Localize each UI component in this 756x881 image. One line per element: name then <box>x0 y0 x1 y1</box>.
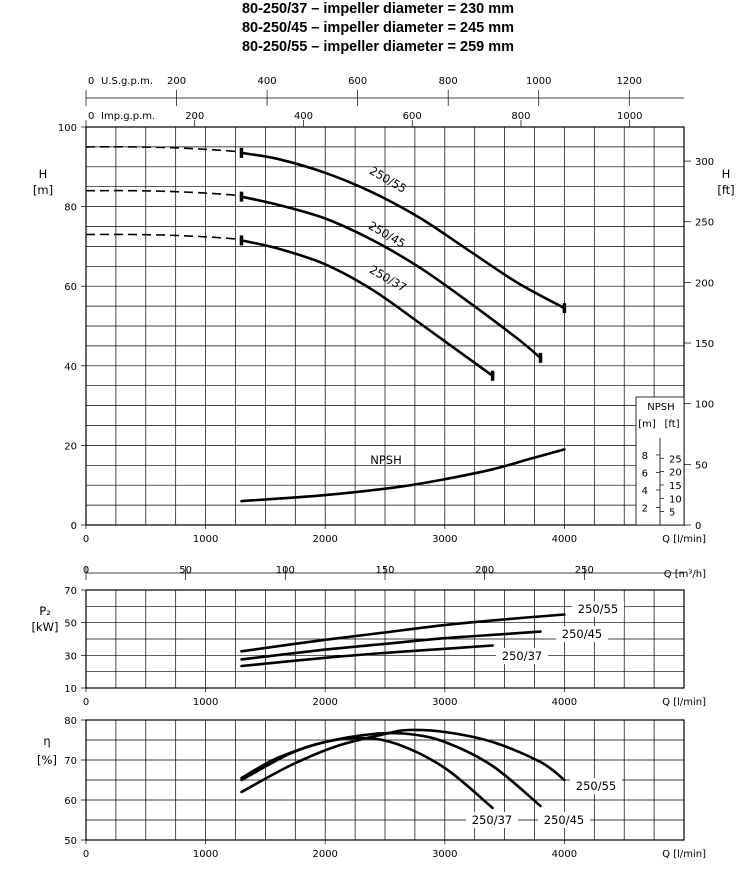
eff-x-tick-label: 4000 <box>551 849 578 860</box>
head-curve-250-37 <box>242 240 493 375</box>
npsh-ft-tick-label: 10 <box>669 494 682 506</box>
usgpm-tick-label: 200 <box>167 76 187 87</box>
eff-y-tick-label: 60 <box>64 796 77 807</box>
power-x-unit: Q [l/min] <box>662 697 706 708</box>
head-y-tick-label: 80 <box>64 202 77 214</box>
npsh-inset-unit-ft: [ft] <box>664 419 680 430</box>
head-curve-dashed-250-37 <box>86 234 242 240</box>
power-series-label: 250/55 <box>577 602 619 616</box>
m3h-tick-label: 200 <box>475 565 495 576</box>
npsh-ft-tick-label: 15 <box>669 480 682 492</box>
head-ft-axis-label: H <box>721 167 731 181</box>
head-y-tick-label: 0 <box>70 521 77 532</box>
npsh-m-tick-label: 6 <box>641 468 648 480</box>
power-axis-unit: [kW] <box>31 620 59 634</box>
eff-curve-250-37 <box>242 738 493 808</box>
npsh-m-tick-label: 4 <box>641 485 648 497</box>
head-ft-axis-unit: [ft] <box>717 183 735 197</box>
npsh-m-tick-label: 8 <box>641 450 648 462</box>
usgpm-tick-label: 600 <box>348 76 368 87</box>
eff-y-tick-label: 70 <box>64 756 77 767</box>
m3h-tick-label: 50 <box>179 565 193 576</box>
head-curve-dashed-250-45 <box>86 191 242 197</box>
head-x-tick-label: 2000 <box>312 534 338 545</box>
feet-tick-label: 200 <box>695 278 715 290</box>
eff-series-label: 250/45 <box>543 813 585 827</box>
eff-series-label: 250/37 <box>471 813 513 827</box>
head-y-tick-label: 20 <box>64 441 77 453</box>
eff-axis-label: η <box>43 734 51 748</box>
head-series-label: 250/45 <box>365 218 409 251</box>
m3h-tick-label: 0 <box>82 565 90 576</box>
feet-tick-label: 0 <box>695 521 702 532</box>
feet-tick-label: 50 <box>695 460 708 472</box>
m3h-tick-label: 250 <box>574 565 594 576</box>
eff-y-tick-label: 80 <box>64 716 77 727</box>
feet-tick-label: 100 <box>695 399 715 411</box>
m3h-axis-label: Q [m³/h] <box>663 569 706 580</box>
chart-title-2: 80-250/45 – impeller diameter = 245 mm <box>241 20 515 36</box>
power-x-tick-label: 3000 <box>432 697 458 708</box>
head-x-unit: Q [l/min] <box>662 534 706 545</box>
head-y-tick-label: 60 <box>64 282 77 294</box>
usgpm-zero-label: 0 <box>88 76 95 87</box>
eff-x-tick-label: 3000 <box>432 849 458 860</box>
feet-tick-label: 300 <box>695 157 715 169</box>
chart-title-1: 80-250/37 – impeller diameter = 230 mm <box>241 1 515 17</box>
eff-axis-unit: [%] <box>37 753 57 767</box>
head-x-tick-label: 4000 <box>551 534 578 545</box>
usgpm-tick-label: 1000 <box>526 76 552 87</box>
eff-x-tick-label: 1000 <box>192 849 219 860</box>
power-series-label: 250/45 <box>561 627 603 641</box>
head-y-tick-label: 100 <box>57 123 77 134</box>
npsh-ft-tick-label: 20 <box>669 467 682 479</box>
head-series-label: 250/37 <box>366 262 410 295</box>
head-curve-dashed-250-55 <box>86 147 242 153</box>
impgpm-tick-label: 200 <box>185 111 205 122</box>
npsh-ft-tick-label: 25 <box>669 454 682 466</box>
head-y-tick-label: 40 <box>64 361 77 373</box>
m3h-tick-label: 150 <box>375 565 395 576</box>
npsh-inset-unit-m: [m] <box>638 419 656 430</box>
usgpm-tick-label: 400 <box>257 76 277 87</box>
eff-series-label: 250/55 <box>575 779 617 793</box>
power-x-tick-label: 4000 <box>551 697 578 708</box>
head-series-label: 250/55 <box>366 163 410 196</box>
head-x-tick-label: 0 <box>82 534 90 545</box>
impgpm-tick-label: 1000 <box>616 111 643 122</box>
power-y-tick-label: 30 <box>64 651 77 663</box>
npsh-ft-tick-label: 5 <box>669 507 676 519</box>
npsh-inset-title: NPSH <box>647 402 675 413</box>
head-axis-label: H <box>38 167 48 181</box>
power-x-tick-label: 1000 <box>192 697 219 708</box>
power-y-tick-label: 10 <box>64 684 77 695</box>
impgpm-zero-label: 0 <box>88 111 95 122</box>
npsh-curve <box>242 449 565 501</box>
power-series-label: 250/37 <box>501 649 543 663</box>
m3h-tick-label: 100 <box>275 565 295 576</box>
chart-title-3: 80-250/55 – impeller diameter = 259 mm <box>241 39 515 55</box>
npsh-m-tick-label: 2 <box>641 503 648 515</box>
impgpm-axis-label: Imp.g.p.m. <box>101 111 156 122</box>
head-x-tick-label: 3000 <box>432 534 458 545</box>
usgpm-tick-label: 1200 <box>616 76 643 87</box>
usgpm-tick-label: 800 <box>438 76 458 87</box>
head-x-tick-label: 1000 <box>192 534 219 545</box>
impgpm-tick-label: 800 <box>511 111 531 122</box>
eff-y-tick-label: 50 <box>64 836 77 847</box>
head-axis-unit: [m] <box>32 183 54 197</box>
power-axis-label: P₂ <box>39 604 51 618</box>
power-y-tick-label: 50 <box>64 618 77 630</box>
power-x-tick-label: 0 <box>82 697 90 708</box>
power-x-tick-label: 2000 <box>312 697 338 708</box>
feet-tick-label: 250 <box>695 217 715 229</box>
npsh-curve-label: NPSH <box>370 453 402 467</box>
eff-x-unit: Q [l/min] <box>662 849 706 860</box>
feet-tick-label: 150 <box>695 339 715 351</box>
usgpm-axis-label: U.S.g.p.m. <box>101 76 153 87</box>
impgpm-tick-label: 600 <box>402 111 422 122</box>
eff-x-tick-label: 0 <box>82 849 90 860</box>
eff-curve-250-55 <box>242 730 565 792</box>
impgpm-tick-label: 400 <box>293 111 314 122</box>
power-y-tick-label: 70 <box>64 586 77 597</box>
eff-x-tick-label: 2000 <box>312 849 338 860</box>
